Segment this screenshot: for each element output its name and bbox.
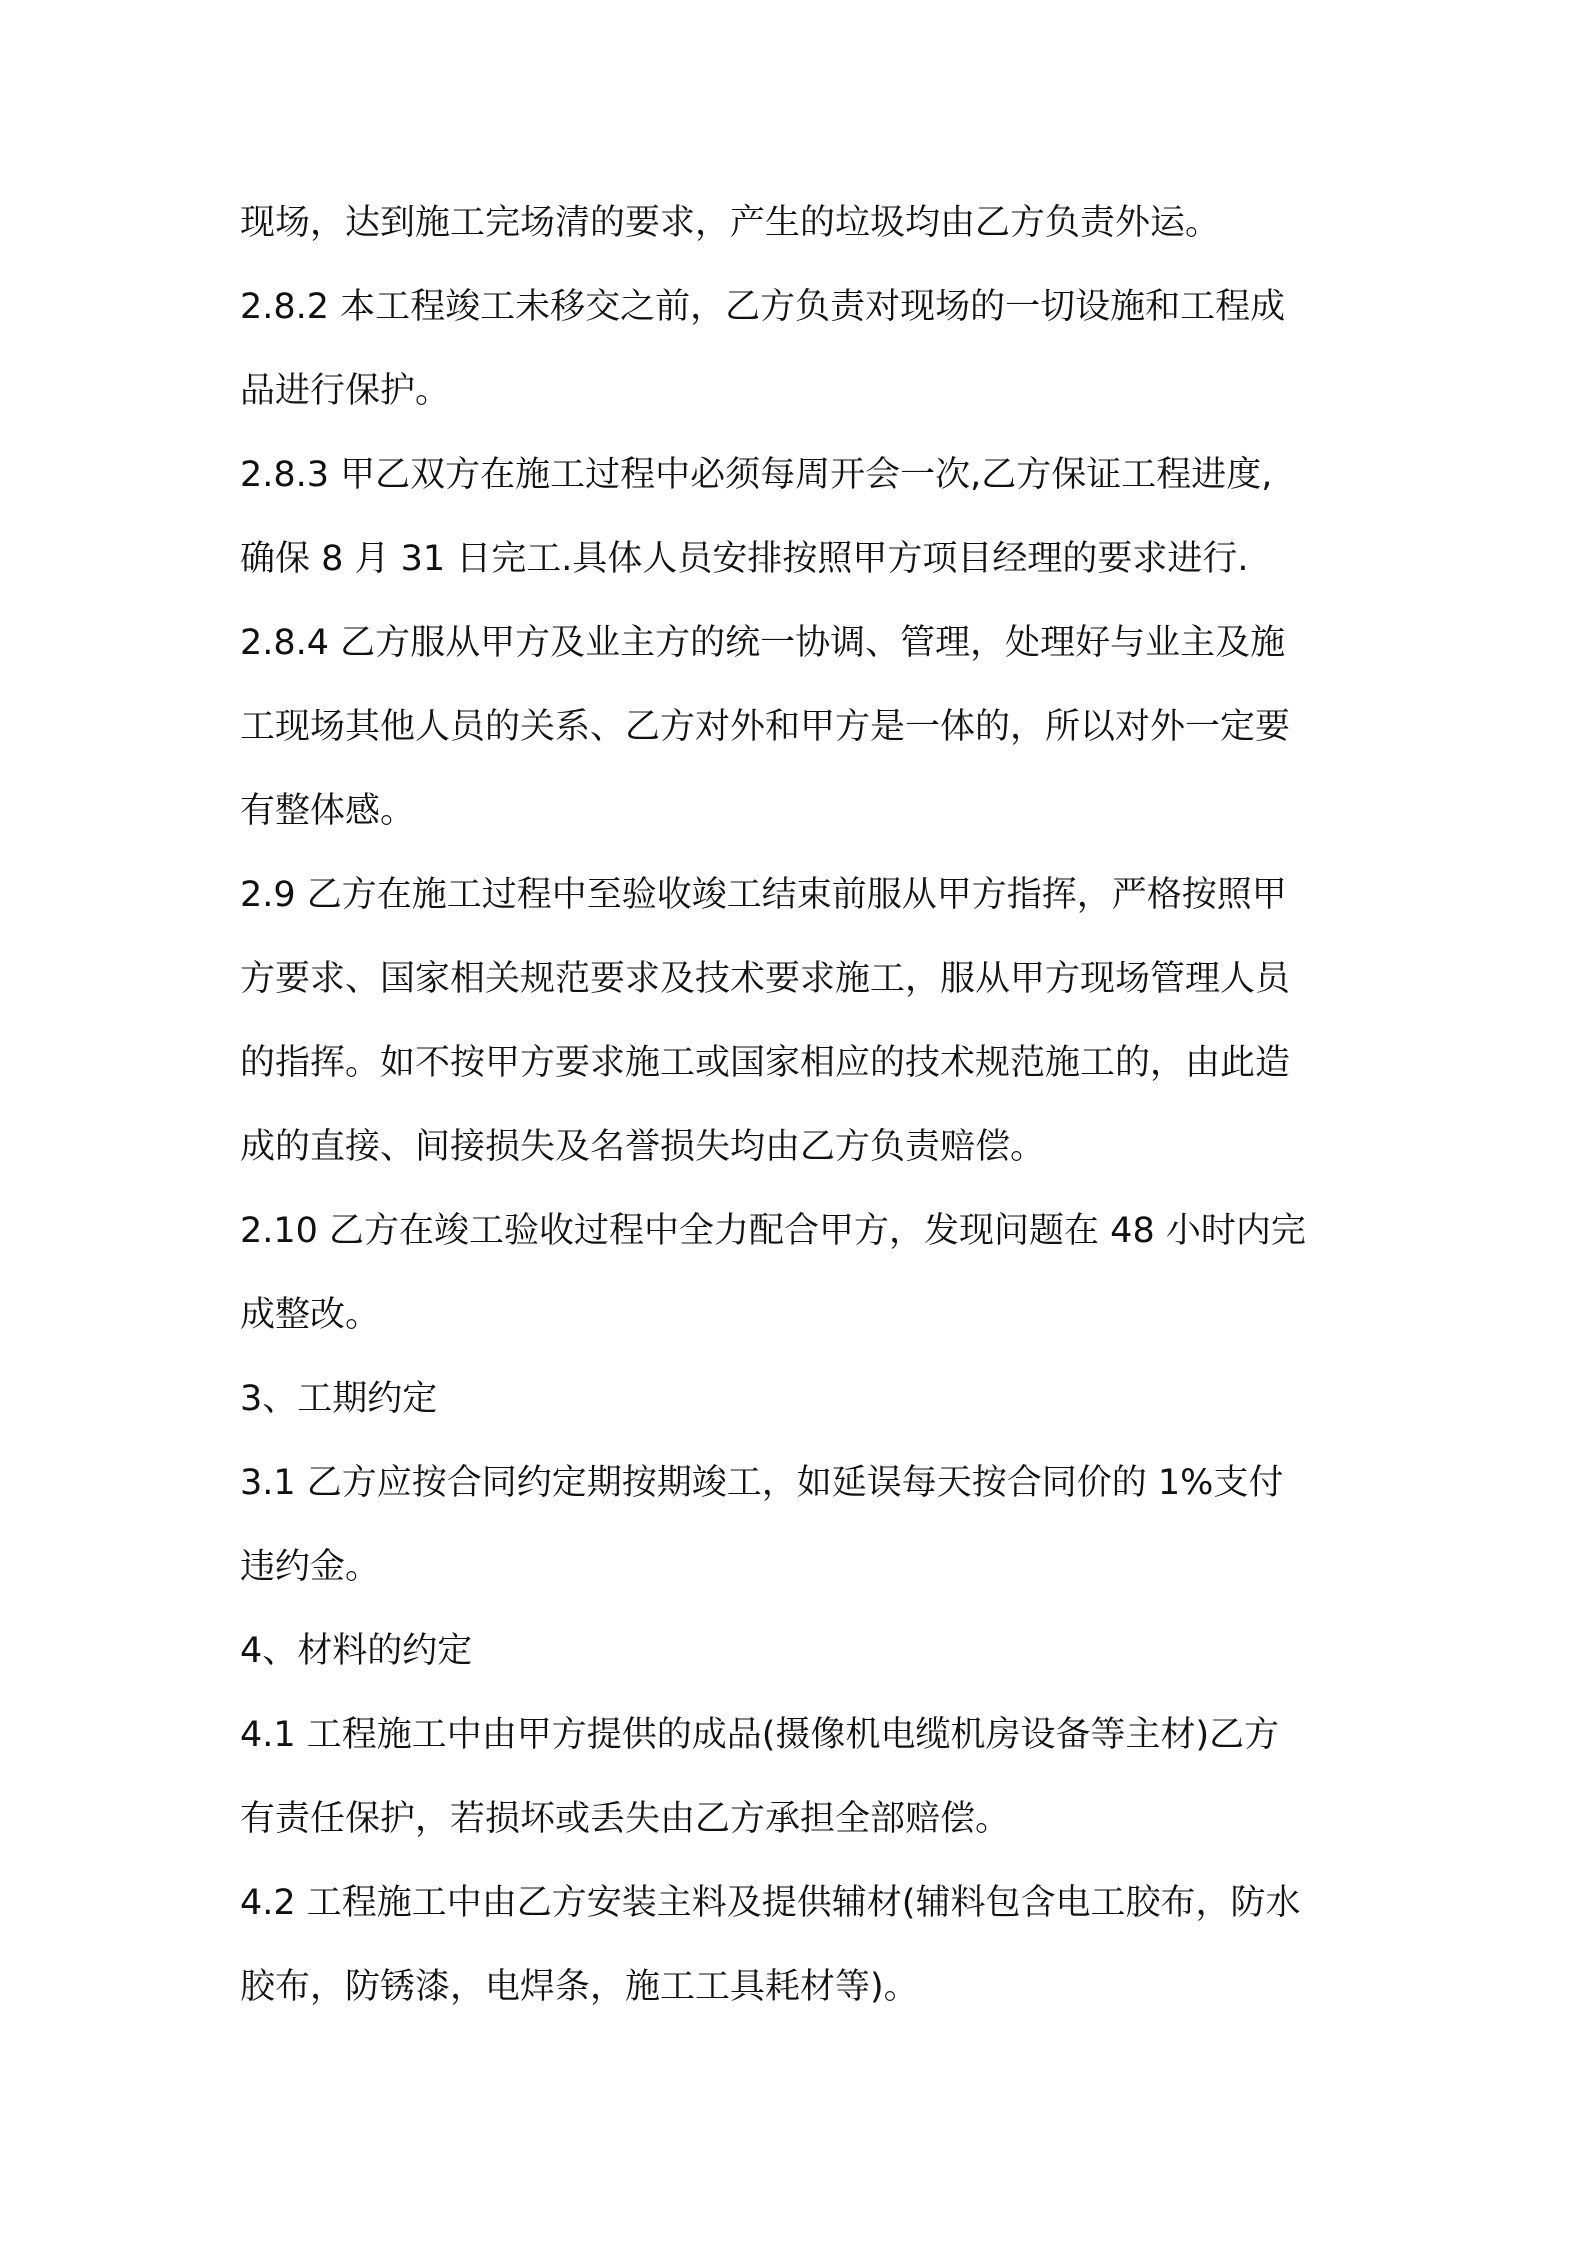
text-line-12: 成的直接、间接损失及名誉损失均由乙方负责赔偿。 xyxy=(240,1127,1046,1167)
text-line-2: 2.8.2 本工程竣工未移交之前，乙方负责对现场的一切设施和工程成 xyxy=(240,287,1286,327)
text-line-15: 3、工期约定 xyxy=(240,1379,438,1419)
text-line-21: 4.2 工程施工中由乙方安装主料及提供辅材(辅料包含电工胶布，防水 xyxy=(240,1883,1301,1923)
text-line-14: 成整改。 xyxy=(240,1295,381,1335)
text-line-3: 品进行保护。 xyxy=(240,371,451,411)
text-line-7: 工现场其他人员的关系、乙方对外和甲方是一体的，所以对外一定要 xyxy=(240,707,1291,747)
text-line-20: 有责任保护，若损坏或丢失由乙方承担全部赔偿。 xyxy=(240,1799,1011,1839)
text-line-4: 2.8.3 甲乙双方在施工过程中必须每周开会一次,乙方保证工程进度, xyxy=(240,455,1273,495)
text-line-9: 2.9 乙方在施工过程中至验收竣工结束前服从甲方指挥，严格按照甲 xyxy=(240,875,1287,915)
text-line-22: 胶布，防锈漆，电焊条，施工工具耗材等)。 xyxy=(240,1967,919,2007)
text-line-5: 确保 8 月 31 日完工.具体人员安排按照甲方项目经理的要求进行. xyxy=(240,539,1249,579)
text-line-6: 2.8.4 乙方服从甲方及业主方的统一协调、管理，处理好与业主及施 xyxy=(240,623,1286,663)
text-line-19: 4.1 工程施工中由甲方提供的成品(摄像机电缆机房设备等主材)乙方 xyxy=(240,1715,1280,1755)
text-line-17: 违约金。 xyxy=(240,1547,381,1587)
text-line-13: 2.10 乙方在竣工验收过程中全力配合甲方，发现问题在 48 小时内完 xyxy=(240,1211,1306,1251)
text-line-1: 现场，达到施工完场清的要求，产生的垃圾均由乙方负责外运。 xyxy=(240,203,1221,243)
text-line-8: 有整体感。 xyxy=(240,791,416,831)
text-line-11: 的指挥。如不按甲方要求施工或国家相应的技术规范施工的，由此造 xyxy=(240,1043,1291,1083)
text-line-16: 3.1 乙方应按合同约定期按期竣工，如延误每天按合同价的 1%支付 xyxy=(240,1463,1284,1503)
text-line-18: 4、材料的约定 xyxy=(240,1631,473,1671)
text-line-10: 方要求、国家相关规范要求及技术要求施工，服从甲方现场管理人员 xyxy=(240,959,1291,999)
